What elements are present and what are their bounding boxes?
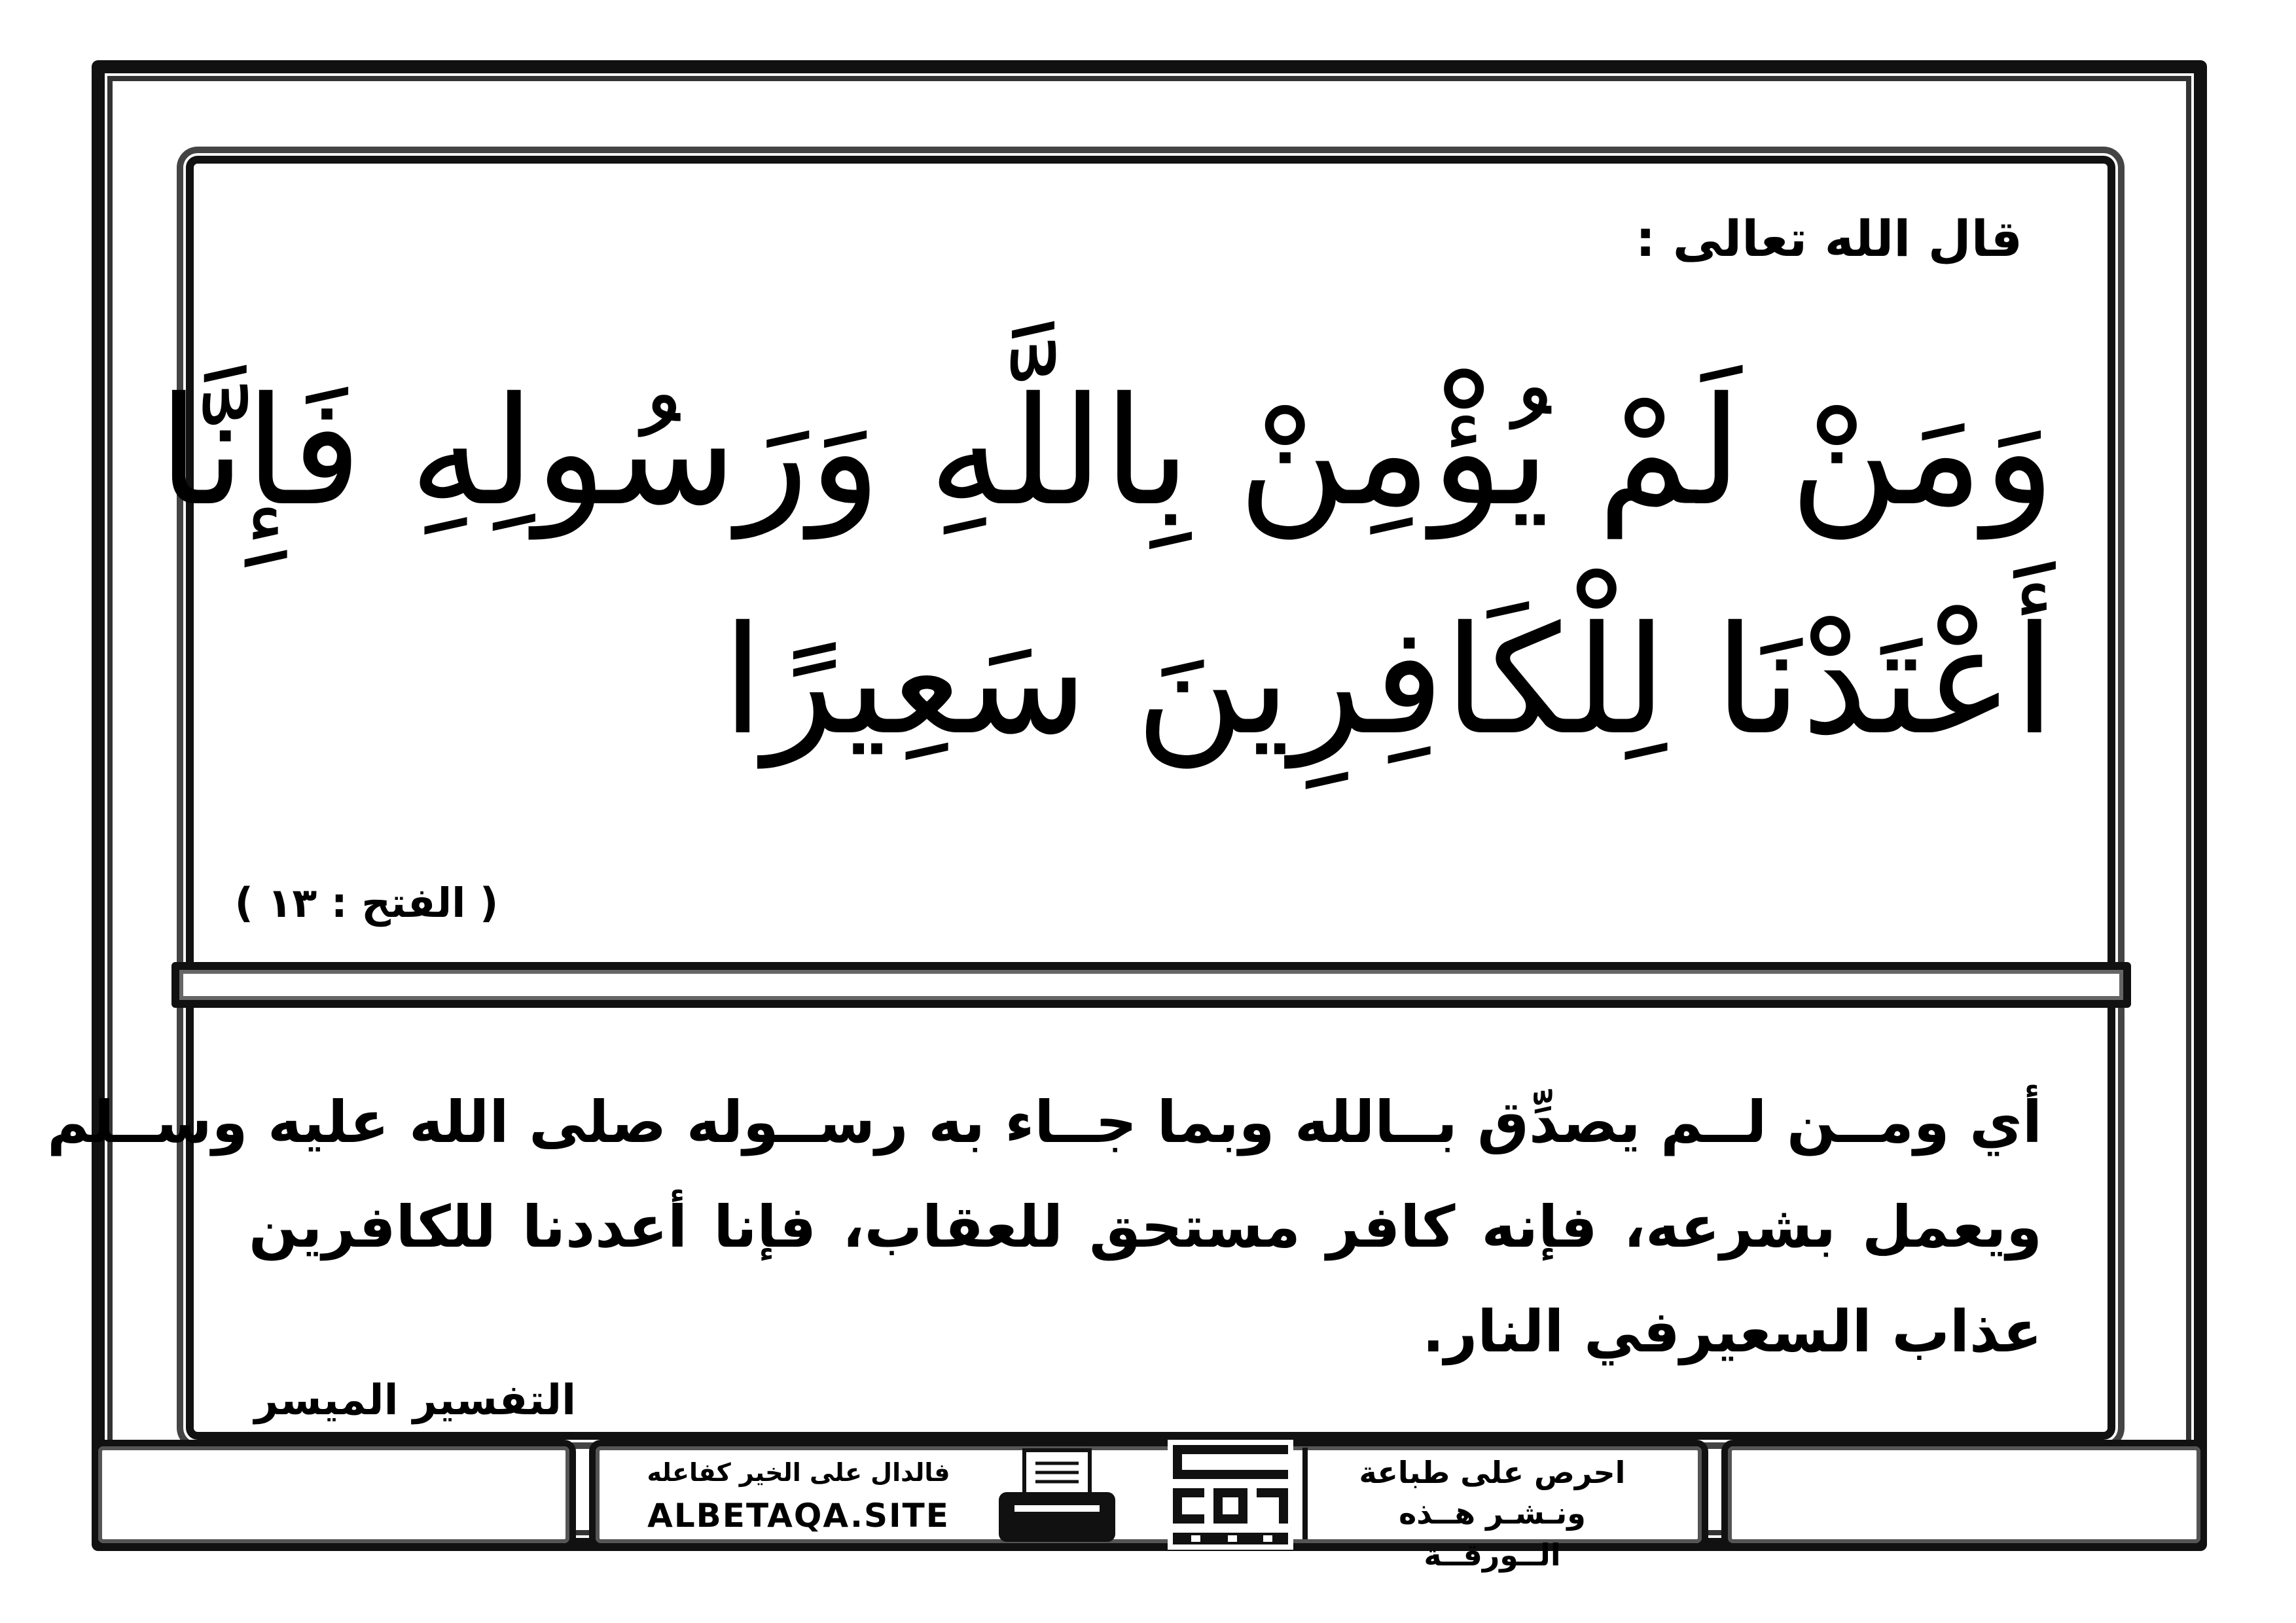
tafsir-line-3: عذاب السعيرفي النار. bbox=[1422, 1298, 2042, 1365]
verse-line-1: وَمَنْ لَمْ يُؤْمِنْ بِاللَّهِ وَرَسُولِهِ فَإِنَّا bbox=[158, 365, 2055, 539]
footer-print-line-2: ونـشـر هــذه الــورقــة bbox=[1399, 1495, 1586, 1573]
footer-site-url[interactable]: ALBETAQA.SITE bbox=[647, 1497, 950, 1535]
verse-line-2: أَعْتَدْنَا لِلْكَافِرِينَ سَعِيرًا bbox=[722, 594, 2055, 768]
footer-left-end-box bbox=[92, 1440, 576, 1550]
separator-bar bbox=[171, 962, 2131, 1008]
footer-print-line-1: احرص على طباعة bbox=[1359, 1455, 1626, 1490]
footer-right-end-box bbox=[1721, 1440, 2207, 1550]
verse-reference: ( الفتح : ١٣ ) bbox=[234, 879, 499, 927]
calligraphy-logo-icon bbox=[1165, 1437, 1296, 1552]
footer-site-tagline: فالدال على الخير كفاعله bbox=[647, 1458, 950, 1487]
printer-icon bbox=[995, 1445, 1119, 1546]
footer-divider bbox=[1302, 1448, 1308, 1539]
tafsir-line-1: أي ومــن لــم يصدِّق بــالله وبما جــاء به رســوله صلى الله عليه وســلم bbox=[47, 1088, 2042, 1156]
verse-intro: قال الله تعالى : bbox=[1635, 209, 2022, 268]
tafsir-source: التفسير الميسر bbox=[254, 1376, 576, 1425]
tafsir-line-2: ويعمل بشرعه، فإنه كافر مستحق للعقاب، فإنا أعددنا للكافرين bbox=[249, 1193, 2042, 1260]
